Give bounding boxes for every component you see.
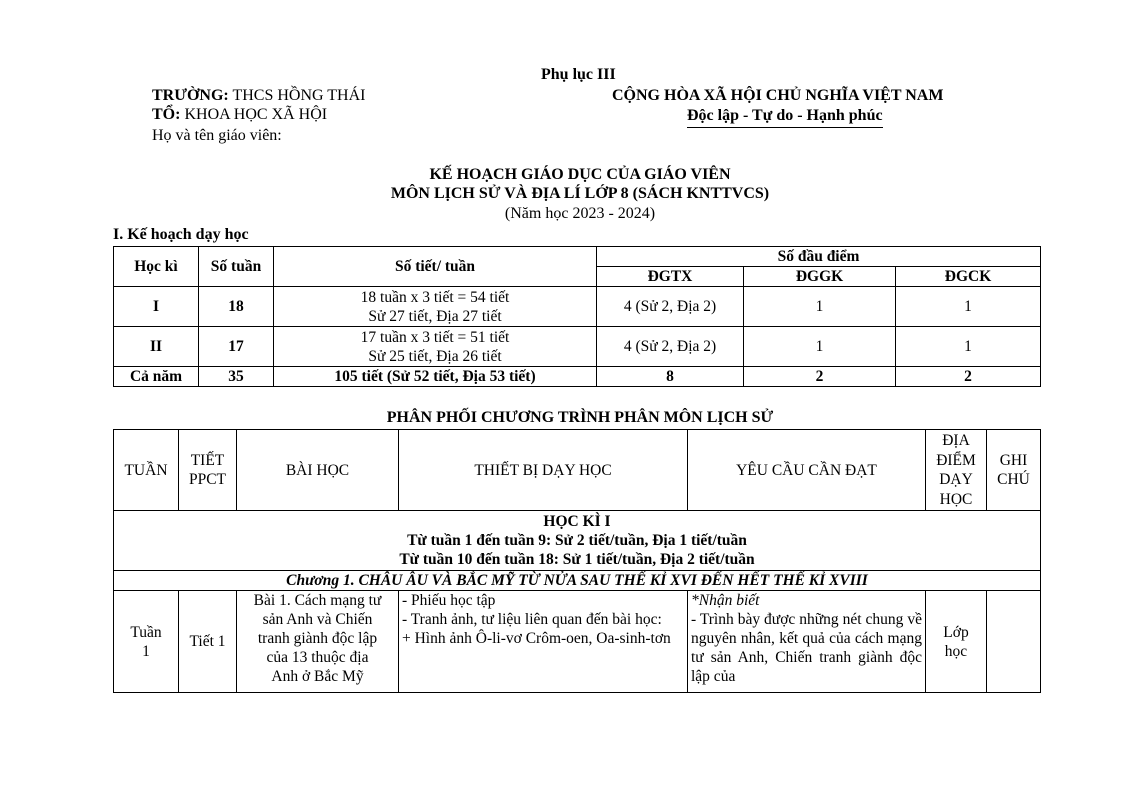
lesson-line-4: của 13 thuộc địa bbox=[266, 649, 369, 666]
header-note-line-2: CHÚ bbox=[997, 471, 1030, 488]
header-place-line-3: DẠY bbox=[939, 471, 973, 488]
chapter-title: Chương 1. CHÂU ÂU VÀ BẮC MỸ TỪ NỬA SAU THẾ KỈ XVI ĐẾN HẾT THẾ KỈ XVIII bbox=[114, 571, 1041, 591]
dggk-cell: 1 bbox=[744, 287, 896, 327]
dggk-cell: 1 bbox=[744, 327, 896, 367]
equipment-cell bbox=[399, 591, 688, 693]
term-cell: II bbox=[114, 327, 199, 367]
header-weeks: Số tuần bbox=[199, 247, 274, 287]
chapter-row bbox=[114, 571, 1041, 591]
total-row bbox=[114, 367, 1041, 387]
periods-line-2: Sử 27 tiết, Địa 27 tiết bbox=[368, 307, 502, 325]
term-schedule-line-2: Từ tuần 10 đến tuần 18: Sử 1 tiết/tuần, Địa 2 tiết/tuần bbox=[399, 551, 755, 568]
note-cell bbox=[987, 591, 1041, 693]
dgck-cell: 1 bbox=[896, 327, 1041, 367]
equipment-line-2: - Tranh ảnh, tư liệu liên quan đến bài học: bbox=[402, 611, 662, 628]
total-periods-cell: 105 tiết (Sử 52 tiết, Địa 53 tiết) bbox=[274, 367, 597, 387]
term-schedule-line-1: Từ tuần 1 đến tuần 9: Sử 2 tiết/tuần, Địa 1 tiết/tuần bbox=[407, 532, 747, 549]
school-line bbox=[152, 87, 365, 105]
document-subtitle: MÔN LỊCH SỬ VÀ ĐỊA LÍ LỚP 8 (SÁCH KNTTVCS) bbox=[390, 185, 770, 202]
dgck-cell: 1 bbox=[896, 287, 1041, 327]
requirement-text: - Trình bày được những nét chung về nguyên nhân, kết quả của cách mạng tư sản Anh, Chiến tranh giành độc lập của bbox=[691, 611, 922, 685]
header-place-line-2: ĐIỂM bbox=[936, 451, 976, 469]
lesson-line-1: Bài 1. Cách mạng tư bbox=[253, 592, 382, 609]
periods-line-1: 17 tuần x 3 tiết = 51 tiết bbox=[360, 328, 510, 346]
department-label: TỔ: bbox=[152, 106, 181, 123]
lesson-line-5: Anh ở Bắc Mỹ bbox=[271, 668, 364, 685]
table-row bbox=[114, 287, 1041, 327]
total-dgck-cell: 2 bbox=[896, 367, 1041, 387]
department-line bbox=[152, 106, 327, 124]
week-cell bbox=[114, 591, 179, 693]
header-note bbox=[987, 430, 1041, 511]
nation-motto: Độc lập - Tự do - Hạnh phúc bbox=[687, 107, 883, 128]
header-lesson: BÀI HỌC bbox=[237, 430, 399, 511]
place-cell bbox=[926, 591, 987, 693]
school-value: THCS HỒNG THÁI bbox=[228, 87, 366, 104]
periods-cell bbox=[274, 327, 597, 367]
dgtx-cell: 4 (Sử 2, Địa 2) bbox=[597, 327, 744, 367]
term-cell: I bbox=[114, 287, 199, 327]
term-block-row bbox=[114, 511, 1041, 571]
plan-header-row bbox=[114, 247, 1041, 267]
periods-line-2: Sử 25 tiết, Địa 26 tiết bbox=[368, 347, 502, 365]
header-week: TUẦN bbox=[114, 430, 179, 511]
dgtx-cell: 4 (Sử 2, Địa 2) bbox=[597, 287, 744, 327]
lesson-line-3: tranh giành độc lập bbox=[257, 630, 378, 647]
header-dgtx: ĐGTX bbox=[597, 267, 744, 287]
weeks-cell: 18 bbox=[199, 287, 274, 327]
period-cell: Tiết 1 bbox=[179, 591, 237, 693]
school-label: TRƯỜNG: bbox=[152, 87, 229, 104]
header-place-line-1: ĐỊA bbox=[942, 432, 970, 449]
place-line-2: học bbox=[944, 642, 968, 660]
header-period-line-1: TIẾT bbox=[190, 452, 225, 469]
table-row bbox=[114, 327, 1041, 367]
plan-table bbox=[113, 246, 1041, 387]
header-term: Học kì bbox=[114, 247, 199, 287]
header-period bbox=[179, 430, 237, 511]
header-equipment: THIẾT BỊ DẠY HỌC bbox=[399, 430, 688, 511]
teacher-name-line: Họ và tên giáo viên: bbox=[152, 127, 282, 144]
document-title: KẾ HOẠCH GIÁO DỤC CỦA GIÁO VIÊN bbox=[429, 166, 731, 183]
periods-cell bbox=[274, 287, 597, 327]
equipment-line-1: - Phiếu học tập bbox=[402, 592, 496, 609]
week-line-1: Tuần bbox=[130, 623, 162, 641]
lesson-line-2: sản Anh và Chiến bbox=[262, 611, 373, 628]
term-block-cell bbox=[114, 511, 1041, 571]
week-line-2: 1 bbox=[142, 642, 150, 660]
section-plan-heading: I. Kế hoạch dạy học bbox=[113, 226, 249, 243]
total-dggk-cell: 2 bbox=[744, 367, 896, 387]
lesson-cell bbox=[237, 591, 399, 693]
header-dggk: ĐGGK bbox=[744, 267, 896, 287]
weeks-cell: 17 bbox=[199, 327, 274, 367]
place-line-1: Lớp bbox=[943, 623, 969, 641]
total-dgtx-cell: 8 bbox=[597, 367, 744, 387]
appendix-label: Phụ lục III bbox=[541, 66, 616, 83]
requirement-level: *Nhận biết bbox=[691, 592, 760, 609]
header-periods: Số tiết/ tuần bbox=[274, 247, 597, 287]
table-row bbox=[114, 591, 1041, 693]
total-weeks-cell: 35 bbox=[199, 367, 274, 387]
header-place bbox=[926, 430, 987, 511]
header-requirement: YÊU CẦU CẦN ĐẠT bbox=[688, 430, 926, 511]
header-scores: Số đầu điểm bbox=[597, 247, 1041, 267]
header-period-line-2: PPCT bbox=[188, 471, 227, 488]
section-distribution-heading: PHÂN PHỐI CHƯƠNG TRÌNH PHÂN MÔN LỊCH SỬ bbox=[386, 409, 774, 426]
distribution-table bbox=[113, 429, 1041, 693]
equipment-line-3: + Hình ảnh Ô-li-vơ Crôm-oen, Oa-sinh-tơn bbox=[402, 630, 671, 647]
distribution-header-row bbox=[114, 430, 1041, 511]
total-term-cell: Cả năm bbox=[114, 367, 199, 387]
requirement-cell bbox=[688, 591, 926, 693]
department-value: KHOA HỌC XÃ HỘI bbox=[180, 106, 328, 123]
header-dgck: ĐGCK bbox=[896, 267, 1041, 287]
header-note-line-1: GHI bbox=[999, 452, 1028, 469]
nation-title: CỘNG HÒA XÃ HỘI CHỦ NGHĨA VIỆT NAM bbox=[612, 87, 944, 104]
header-place-line-4: HỌC bbox=[939, 490, 973, 508]
term-title: HỌC KÌ I bbox=[543, 513, 611, 530]
periods-line-1: 18 tuần x 3 tiết = 54 tiết bbox=[360, 288, 510, 306]
school-year: (Năm học 2023 - 2024) bbox=[504, 205, 656, 222]
